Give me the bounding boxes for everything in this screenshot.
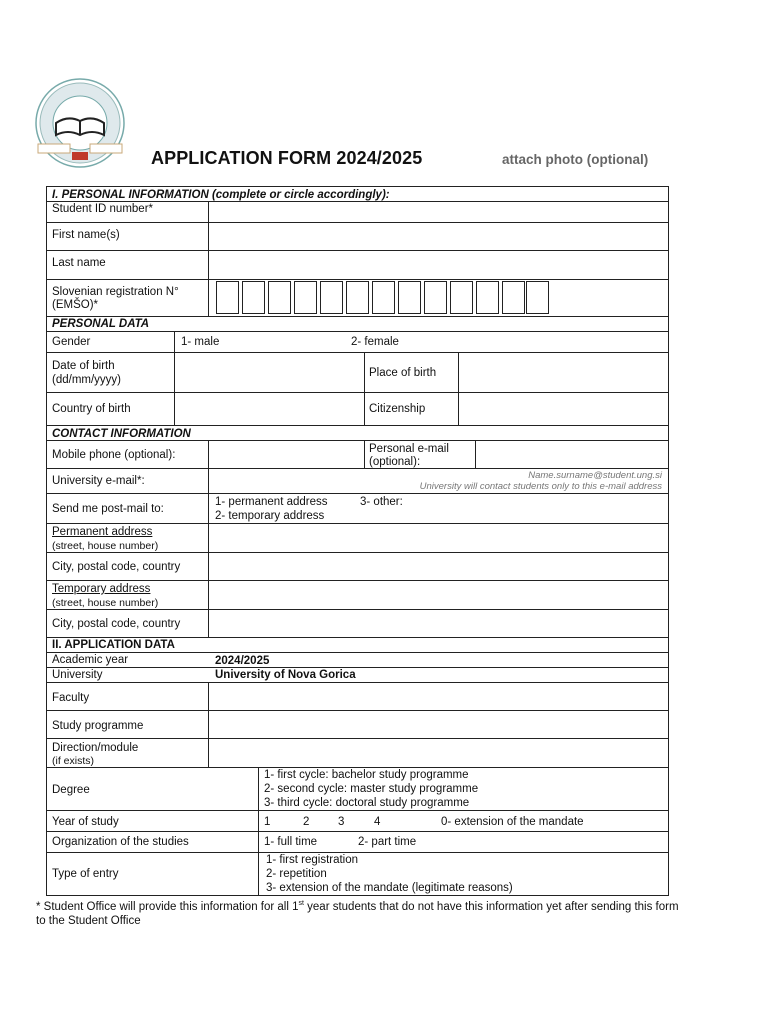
university-label: University: [52, 669, 103, 681]
permanent-address-label: Permanent address: [52, 526, 153, 538]
study-programme-label: Study programme: [52, 720, 144, 732]
permanent-address-sub: (street, house number): [52, 540, 159, 552]
academic-year-value: 2024/2025: [215, 655, 270, 667]
year-option-4[interactable]: 4: [374, 816, 381, 828]
country-of-birth-label: Country of birth: [52, 403, 131, 415]
university-value: University of Nova Gorica: [215, 669, 356, 681]
photo-note: attach photo (optional): [502, 152, 649, 167]
year-extension-option[interactable]: 0- extension of the mandate: [441, 816, 584, 828]
student-id-field[interactable]: [210, 202, 667, 221]
country-of-birth-field[interactable]: [176, 393, 363, 424]
form-title: APPLICATION FORM 2024/2025: [151, 148, 423, 168]
postmail-label: Send me post-mail to:: [52, 503, 164, 515]
last-name-label: Last name: [52, 257, 106, 269]
organization-label: Organization of the studies: [52, 836, 189, 848]
year-option-3[interactable]: 3: [338, 816, 345, 828]
entry-extension-option[interactable]: 3- extension of the mandate (legitimate reasons): [266, 882, 513, 894]
contact-heading: CONTACT INFORMATION: [52, 428, 191, 440]
year-of-study-label: Year of study: [52, 816, 119, 828]
dob-label: Date of birth: [52, 360, 115, 372]
degree-second-cycle-option[interactable]: 2- second cycle: master study programme: [264, 783, 479, 795]
personal-email-optional: (optional):: [369, 456, 421, 468]
year-option-1[interactable]: 1: [264, 816, 271, 828]
postmail-other-option[interactable]: 3- other:: [360, 496, 403, 508]
personal-email-field[interactable]: [477, 441, 667, 467]
mobile-label: Mobile phone (optional):: [52, 449, 176, 461]
first-name-field[interactable]: [210, 223, 667, 249]
degree-third-cycle-option[interactable]: 3- third cycle: doctoral study programme: [264, 797, 470, 809]
gender-male-option[interactable]: 1- male: [181, 336, 220, 348]
date-of-birth-field[interactable]: [176, 353, 363, 391]
application-heading: II. APPLICATION DATA: [52, 639, 175, 651]
faculty-field[interactable]: [210, 683, 667, 709]
university-logo: [34, 77, 126, 169]
year-option-2[interactable]: 2: [303, 816, 310, 828]
citizenship-label: Citizenship: [369, 403, 426, 415]
temporary-address-sub: (street, house number): [52, 597, 159, 609]
citizenship-field[interactable]: [460, 393, 667, 424]
footer-note: * Student Office will provide this information for all 1st year students that do not have this information yet after sending this form to the Student Office: [36, 900, 679, 927]
place-of-birth-label: Place of birth: [369, 367, 437, 379]
direction-module-field[interactable]: [210, 739, 667, 766]
direction-sub-label: (if exists): [52, 755, 94, 767]
dob-format-label: (dd/mm/yyyy): [52, 374, 121, 386]
entry-first-registration-option[interactable]: 1- first registration: [266, 854, 359, 866]
faculty-label: Faculty: [52, 692, 90, 704]
university-email-hint: Name.surname@student.ung.si: [528, 470, 662, 481]
permanent-city-field[interactable]: [210, 553, 667, 579]
part-time-option[interactable]: 2- part time: [358, 836, 417, 848]
direction-label: Direction/module: [52, 742, 139, 754]
last-name-field[interactable]: [210, 251, 667, 278]
first-name-label: First name(s): [52, 229, 120, 241]
entry-repetition-option[interactable]: 2- repetition: [266, 868, 327, 880]
study-programme-field[interactable]: [210, 711, 667, 737]
gender-label: Gender: [52, 336, 91, 348]
type-of-entry-label: Type of entry: [52, 868, 119, 880]
postmail-permanent-option[interactable]: 1- permanent address: [215, 496, 328, 508]
university-email-label: University e-mail*:: [52, 475, 145, 487]
temporary-city-label: City, postal code, country: [52, 618, 181, 630]
emso-label: Slovenian registration N°: [52, 286, 179, 298]
place-of-birth-field[interactable]: [460, 353, 667, 391]
mobile-phone-field[interactable]: [210, 441, 363, 467]
temporary-city-field[interactable]: [210, 610, 667, 636]
full-time-option[interactable]: 1- full time: [264, 836, 318, 848]
permanent-city-label: City, postal code, country: [52, 561, 181, 573]
postmail-temporary-option[interactable]: 2- temporary address: [215, 510, 325, 522]
university-email-note: University will contact students only to this e-mail address: [419, 481, 662, 492]
degree-label: Degree: [52, 784, 90, 796]
academic-year-label: Academic year: [52, 654, 129, 666]
temporary-address-label: Temporary address: [52, 583, 151, 595]
permanent-address-field[interactable]: [210, 524, 667, 551]
personal-data-heading: PERSONAL DATA: [52, 318, 150, 330]
student-id-label: Student ID number*: [52, 203, 154, 215]
personal-email-label: Personal e-mail: [369, 443, 449, 455]
degree-first-cycle-option[interactable]: 1- first cycle: bachelor study programme: [264, 769, 469, 781]
section-personal-info-heading: I. PERSONAL INFORMATION (complete or circle accordingly):: [52, 189, 390, 201]
temporary-address-field[interactable]: [210, 581, 667, 608]
emso-label-sub: (EMŠO)*: [52, 299, 98, 311]
gender-female-option[interactable]: 2- female: [351, 336, 399, 348]
